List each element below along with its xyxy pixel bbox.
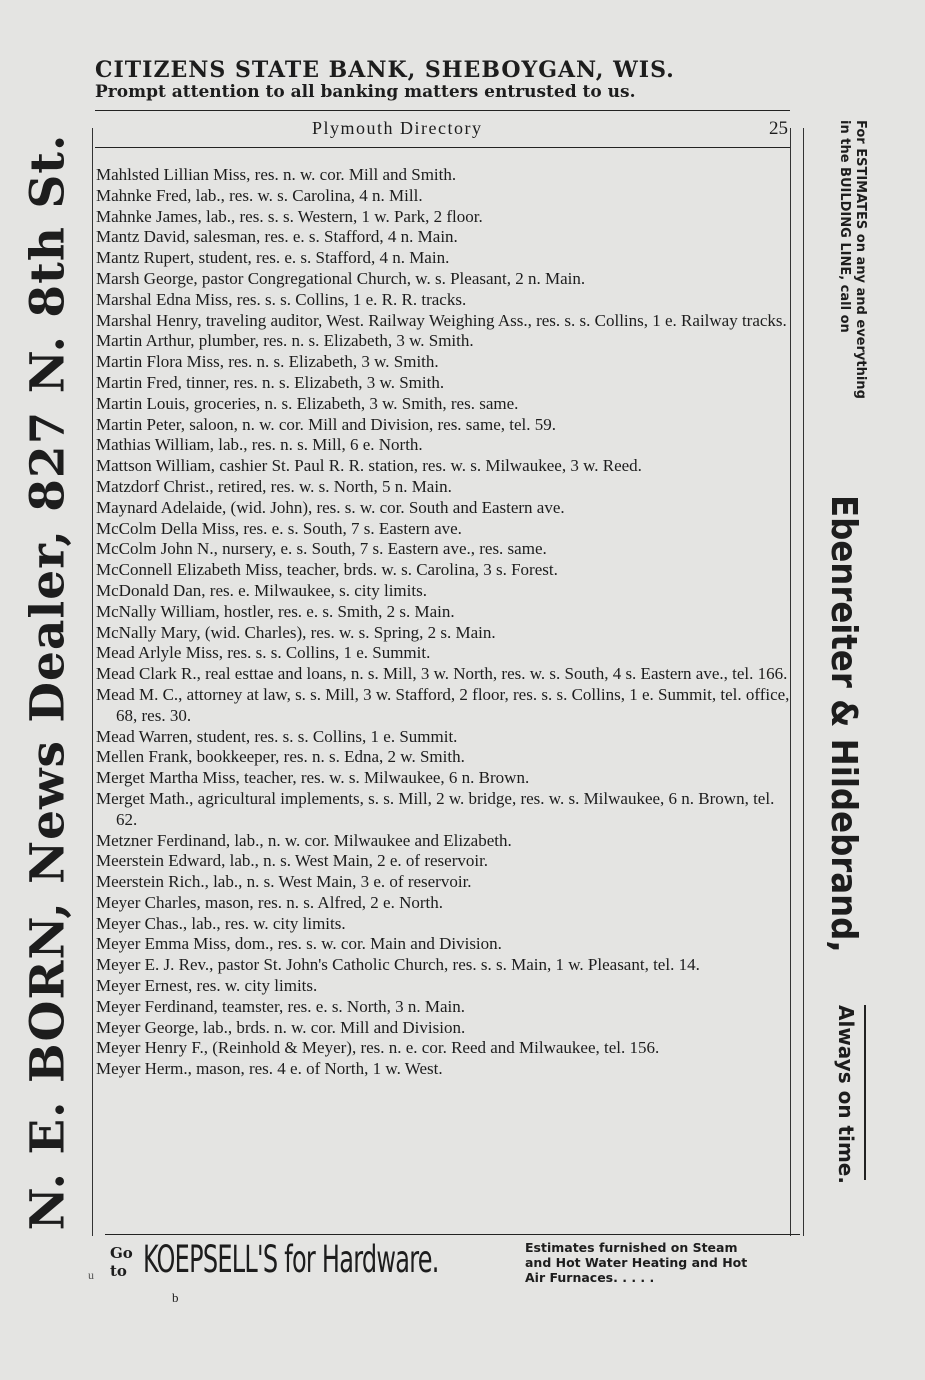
list-item: Mahnke Fred, lab., res. w. s. Carolina, 4 n. Mill.	[96, 185, 423, 205]
list-item: Mead M. C., attorney at law, s. s. Mill, 3 w. Stafford, 2 floor, res. s. s. Collins, 1 e. Summit, tel. office, 68, res. 30.	[96, 684, 790, 725]
list-item: Meyer Ernest, res. w. city limits.	[96, 976, 318, 996]
page-title: Plymouth Directory	[312, 118, 483, 138]
list-item: Meyer George, lab., brds. n. w. cor. Mill and Division.	[96, 1017, 466, 1037]
list-item: McNally Mary, (wid. Charles), res. w. s. Spring, 2 s. Main.	[96, 622, 496, 642]
margin-mark: u	[88, 1268, 94, 1282]
store-name: KOEPSELL'S for Hardware.	[143, 1238, 439, 1281]
list-item: Maynard Adelaide, (wid. John), res. s. w. cor. South and Eastern ave.	[96, 497, 565, 517]
list-item: Meyer Henry F., (Reinhold & Meyer), res. n. e. cor. Reed and Milwaukee, tel. 156.	[96, 1038, 660, 1058]
page-header	[95, 118, 790, 142]
right-ad-small-text	[836, 120, 868, 399]
right-margin-advertisement	[808, 120, 868, 1220]
left-margin-advertisement	[18, 128, 78, 1236]
list-item: Meyer Charles, mason, res. n. s. Alfred, 2 e. North.	[96, 892, 444, 912]
top-ad-headline: CITIZENS STATE BANK, SHEBOYGAN, WIS.	[95, 57, 675, 83]
estimates-line-2: and Hot Water Heating and Hot	[525, 1255, 748, 1270]
top-rule	[95, 110, 790, 111]
list-item: Mahlsted Lillian Miss, res. n. w. cor. Mill and Smith.	[96, 165, 457, 184]
list-item: Mahnke James, lab., res. s. s. Western, 1 w. Park, 2 floor.	[96, 206, 483, 226]
list-item: Mellen Frank, bookkeeper, res. n. s. Edna, 2 w. Smith.	[96, 747, 465, 767]
top-advertisement	[95, 58, 795, 102]
list-item: Meyer Emma Miss, dom., res. s. w. cor. Main and Division.	[96, 934, 502, 954]
list-item: Marshal Edna Miss, res. s. s. Collins, 1 e. R. R. tracks.	[96, 289, 467, 309]
list-item: Merget Martha Miss, teacher, res. w. s. Milwaukee, 6 n. Brown.	[96, 768, 530, 788]
list-item: Matzdorf Christ., retired, res. w. s. North, 5 n. Main.	[96, 476, 452, 496]
list-item: McNally William, hostler, res. e. s. Smith, 2 s. Main.	[96, 601, 455, 621]
list-item: Martin Fred, tinner, res. n. s. Elizabeth, 3 w. Smith.	[96, 372, 445, 392]
list-item: Meerstein Edward, lab., n. s. West Main, 2 e. of reservoir.	[96, 851, 489, 871]
list-item: Martin Flora Miss, res. n. s. Elizabeth, 3 w. Smith.	[96, 352, 439, 372]
list-item: McConnell Elizabeth Miss, teacher, brds. w. s. Carolina, 3 s. Forest.	[96, 560, 558, 580]
top-ad-tagline: Prompt attention to all banking matters entrusted to us.	[95, 82, 636, 102]
list-item: McDonald Dan, res. e. Milwaukee, s. city limits.	[96, 580, 427, 600]
list-item: Mantz Rupert, student, res. e. s. Stafford, 4 n. Main.	[96, 248, 450, 268]
list-item: Mattson William, cashier St. Paul R. R. station, res. w. s. Milwaukee, 3 w. Reed.	[96, 456, 642, 476]
right-border-line-outer	[803, 128, 804, 1236]
footer-mark: b	[172, 1290, 179, 1305]
page-number: 25	[769, 118, 788, 139]
bottom-advertisement	[110, 1240, 805, 1300]
list-item: McColm John N., nursery, e. s. South, 7 s. Eastern ave., res. same.	[96, 539, 547, 559]
go-word: Go	[110, 1244, 133, 1262]
list-item: Meerstein Rich., lab., n. s. West Main, 3 e. of reservoir.	[96, 872, 472, 892]
header-rule	[95, 147, 790, 148]
list-item: Mathias William, lab., res. n. s. Mill, 6 e. North.	[96, 435, 423, 455]
list-item: Meyer E. J. Rev., pastor St. John's Catholic Church, res. s. s. Main, 1 w. Pleasant, tel. 14.	[96, 955, 700, 975]
list-item: Martin Arthur, plumber, res. n. s. Elizabeth, 3 w. Smith.	[96, 331, 474, 351]
list-item: McColm Della Miss, res. e. s. South, 7 s. Eastern ave.	[96, 518, 462, 538]
list-item: Mead Clark R., real esttae and loans, n. s. Mill, 3 w. North, res. w. s. South, 4 s. Eastern ave., tel. 166.	[96, 664, 788, 684]
right-ad-slogan: Always on time.	[834, 1005, 858, 1184]
list-item: Martin Louis, groceries, n. s. Elizabeth, 3 w. Smith, res. same.	[96, 393, 519, 413]
estimates-text	[525, 1240, 810, 1285]
left-border-line	[92, 128, 93, 1236]
right-ad-line-2: in the BUILDING LINE, call on	[837, 120, 852, 333]
list-item: Meyer Ferdinand, teamster, res. e. s. North, 3 n. Main.	[96, 996, 465, 1016]
list-item: Mead Warren, student, res. s. s. Collins, 1 e. Summit.	[96, 726, 458, 746]
right-ad-rule	[864, 1005, 866, 1180]
right-ad-line-1: For ESTIMATES on any and everything	[853, 120, 868, 399]
list-item: Meyer Herm., mason, res. 4 e. of North, 1 w. West.	[96, 1059, 443, 1079]
list-item: Mantz David, salesman, res. e. s. Stafford, 4 n. Main.	[96, 227, 458, 247]
estimates-line-3: Air Furnaces. . . . .	[525, 1270, 655, 1285]
directory-entries	[96, 165, 792, 1080]
list-item: Metzner Ferdinand, lab., n. w. cor. Milwaukee and Elizabeth.	[96, 830, 512, 850]
list-item: Merget Math., agricultural implements, s. s. Mill, 2 w. bridge, res. w. s. Milwaukee, 6 n. Brown, tel. 62.	[96, 788, 775, 829]
list-item: Meyer Chas., lab., res. w. city limits.	[96, 913, 346, 933]
to-word: to	[110, 1262, 127, 1280]
list-item: Mead Arlyle Miss, res. s. s. Collins, 1 e. Summit.	[96, 643, 431, 663]
bottom-rule	[105, 1234, 800, 1235]
go-to-text	[110, 1244, 133, 1280]
estimates-line-1: Estimates furnished on Steam	[525, 1240, 738, 1255]
left-ad-text: N. E. BORN, News Dealer, 827 N. 8th St.	[20, 133, 76, 1231]
list-item: Marsh George, pastor Congregational Church, w. s. Pleasant, 2 n. Main.	[96, 268, 586, 288]
right-ad-company-name: Ebenreiter & Hildebrand,	[823, 495, 864, 953]
list-item: Martin Peter, saloon, n. w. cor. Mill and Division, res. same, tel. 59.	[96, 414, 556, 434]
list-item: Marshal Henry, traveling auditor, West. Railway Weighing Ass., res. s. s. Collins, 1 e. Railway tracks.	[96, 310, 787, 330]
